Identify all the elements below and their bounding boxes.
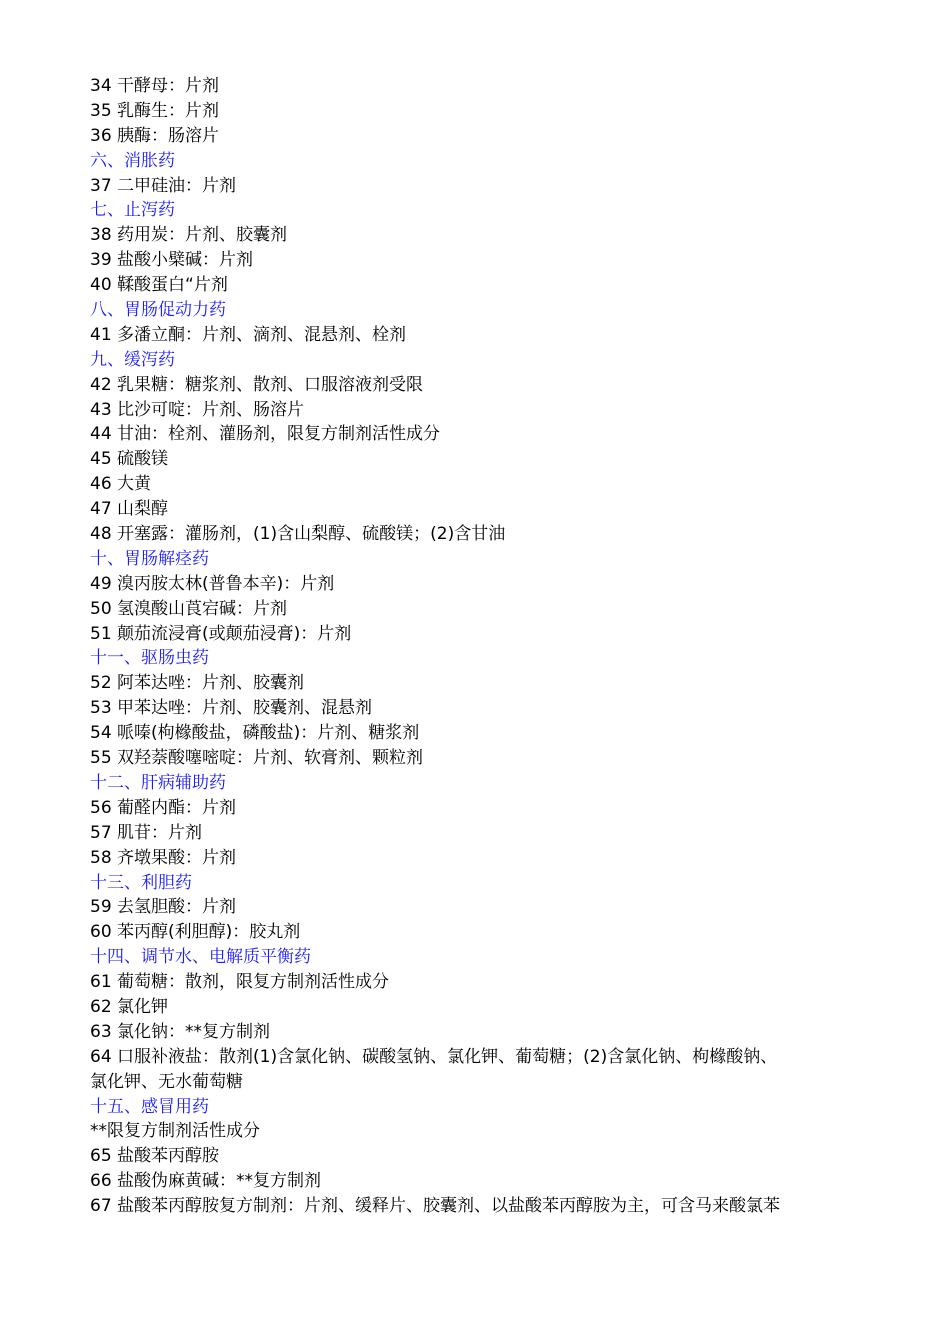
drug-entry-line: 46 大黄 (90, 474, 152, 495)
drug-entry-line: 63 氯化钠：**复方制剂 (90, 1021, 271, 1042)
drug-entry-line: 34 干酵母：片剂 (90, 76, 220, 96)
drug-entry-line: 60 苯丙醇(利胆醇)：胶丸剂 (90, 922, 301, 943)
drug-entry-line: 47 山梨醇 (90, 499, 169, 520)
drug-entry-line: 51 颠茄流浸膏(或颠茄浸膏)：片剂 (90, 623, 352, 644)
document-page (90, 74, 880, 1219)
drug-entry-line: 40 鞣酸蛋白“片剂 (90, 275, 228, 296)
section-heading: 十、胃肠解痉药 (90, 548, 209, 569)
drug-entry-line: 48 开塞露：灌肠剂，(1)含山梨醇、硫酸镁；(2)含甘油 (90, 524, 506, 545)
drug-entry-line: 52 阿苯达唑：片剂、胶囊剂 (90, 673, 305, 694)
drug-entry-line: 55 双羟萘酸噻嘧啶：片剂、软膏剂、颗粒剂 (90, 748, 424, 769)
drug-entry-line: 54 哌嗪(枸橼酸盐，磷酸盐)：片剂、糖浆剂 (90, 723, 420, 744)
section-heading: 十四、调节水、电解质平衡药 (90, 947, 311, 968)
drug-entry-line: 37 二甲硅油：片剂 (90, 175, 237, 196)
drug-entry-line: 45 硫酸镁 (90, 449, 169, 470)
drug-entry-line: 64 口服补液盐：散剂(1)含氯化钠、碳酸氢钠、氯化钾、葡萄糖；(2)含氯化钠、枸橼酸钠、 (90, 1046, 778, 1067)
section-heading: 九、缓泻药 (90, 349, 175, 370)
section-heading: 十三、利胆药 (90, 872, 192, 893)
drug-entry-line: 44 甘油：栓剂、灌肠剂，限复方制剂活性成分 (90, 424, 441, 445)
drug-entry-line: 41 多潘立酮：片剂、滴剂、混悬剂、栓剂 (90, 324, 407, 345)
section-heading: 六、消胀药 (90, 150, 175, 171)
drug-entry-line: 50 氢溴酸山莨宕碱：片剂 (90, 598, 288, 619)
drug-entry-line: 39 盐酸小檗碱：片剂 (90, 250, 254, 271)
drug-entry-line: 35 乳酶生：片剂 (90, 100, 220, 121)
drug-entry-line: 62 氯化钾 (90, 996, 169, 1017)
section-heading: 十二、肝病辅助药 (90, 772, 226, 793)
section-heading: 八、胃肠促动力药 (90, 300, 226, 321)
drug-entry-line: 氯化钾、无水葡萄糖 (90, 1071, 243, 1092)
drug-entry-line: 67 盐酸苯丙醇胺复方制剂：片剂、缓释片、胶囊剂、以盐酸苯丙醇胺为主，可含马来酸氯苯 (90, 1196, 781, 1217)
drug-entry-line: 53 甲苯达唑：片剂、胶囊剂、混悬剂 (90, 698, 373, 719)
section-heading: 七、止泻药 (90, 200, 175, 221)
drug-entry-line: **限复方制剂活性成分 (90, 1121, 260, 1142)
section-heading: 十一、驱肠虫药 (90, 648, 209, 669)
drug-entry-line: 58 齐墩果酸：片剂 (90, 847, 237, 868)
section-heading: 十五、感冒用药 (90, 1096, 209, 1117)
drug-entry-line: 38 药用炭：片剂、胶囊剂 (90, 225, 288, 246)
drug-entry-line: 56 葡醛内酯：片剂 (90, 797, 237, 818)
drug-entry-line: 43 比沙可啶：片剂、肠溶片 (90, 399, 305, 420)
drug-entry-line: 36 胰酶：肠溶片 (90, 125, 220, 146)
drug-entry-line: 59 去氢胆酸：片剂 (90, 897, 237, 918)
drug-entry-line: 61 葡萄糖：散剂，限复方制剂活性成分 (90, 972, 390, 993)
drug-entry-line: 42 乳果糖：糖浆剂、散剂、口服溶液剂受限 (90, 374, 424, 395)
drug-entry-line: 49 溴丙胺太林(普鲁本辛)：片剂 (90, 573, 335, 594)
drug-entry-line: 57 肌苷：片剂 (90, 822, 203, 843)
drug-entry-line: 65 盐酸苯丙醇胺 (90, 1146, 220, 1167)
drug-entry-line: 66 盐酸伪麻黄碱：**复方制剂 (90, 1171, 322, 1192)
